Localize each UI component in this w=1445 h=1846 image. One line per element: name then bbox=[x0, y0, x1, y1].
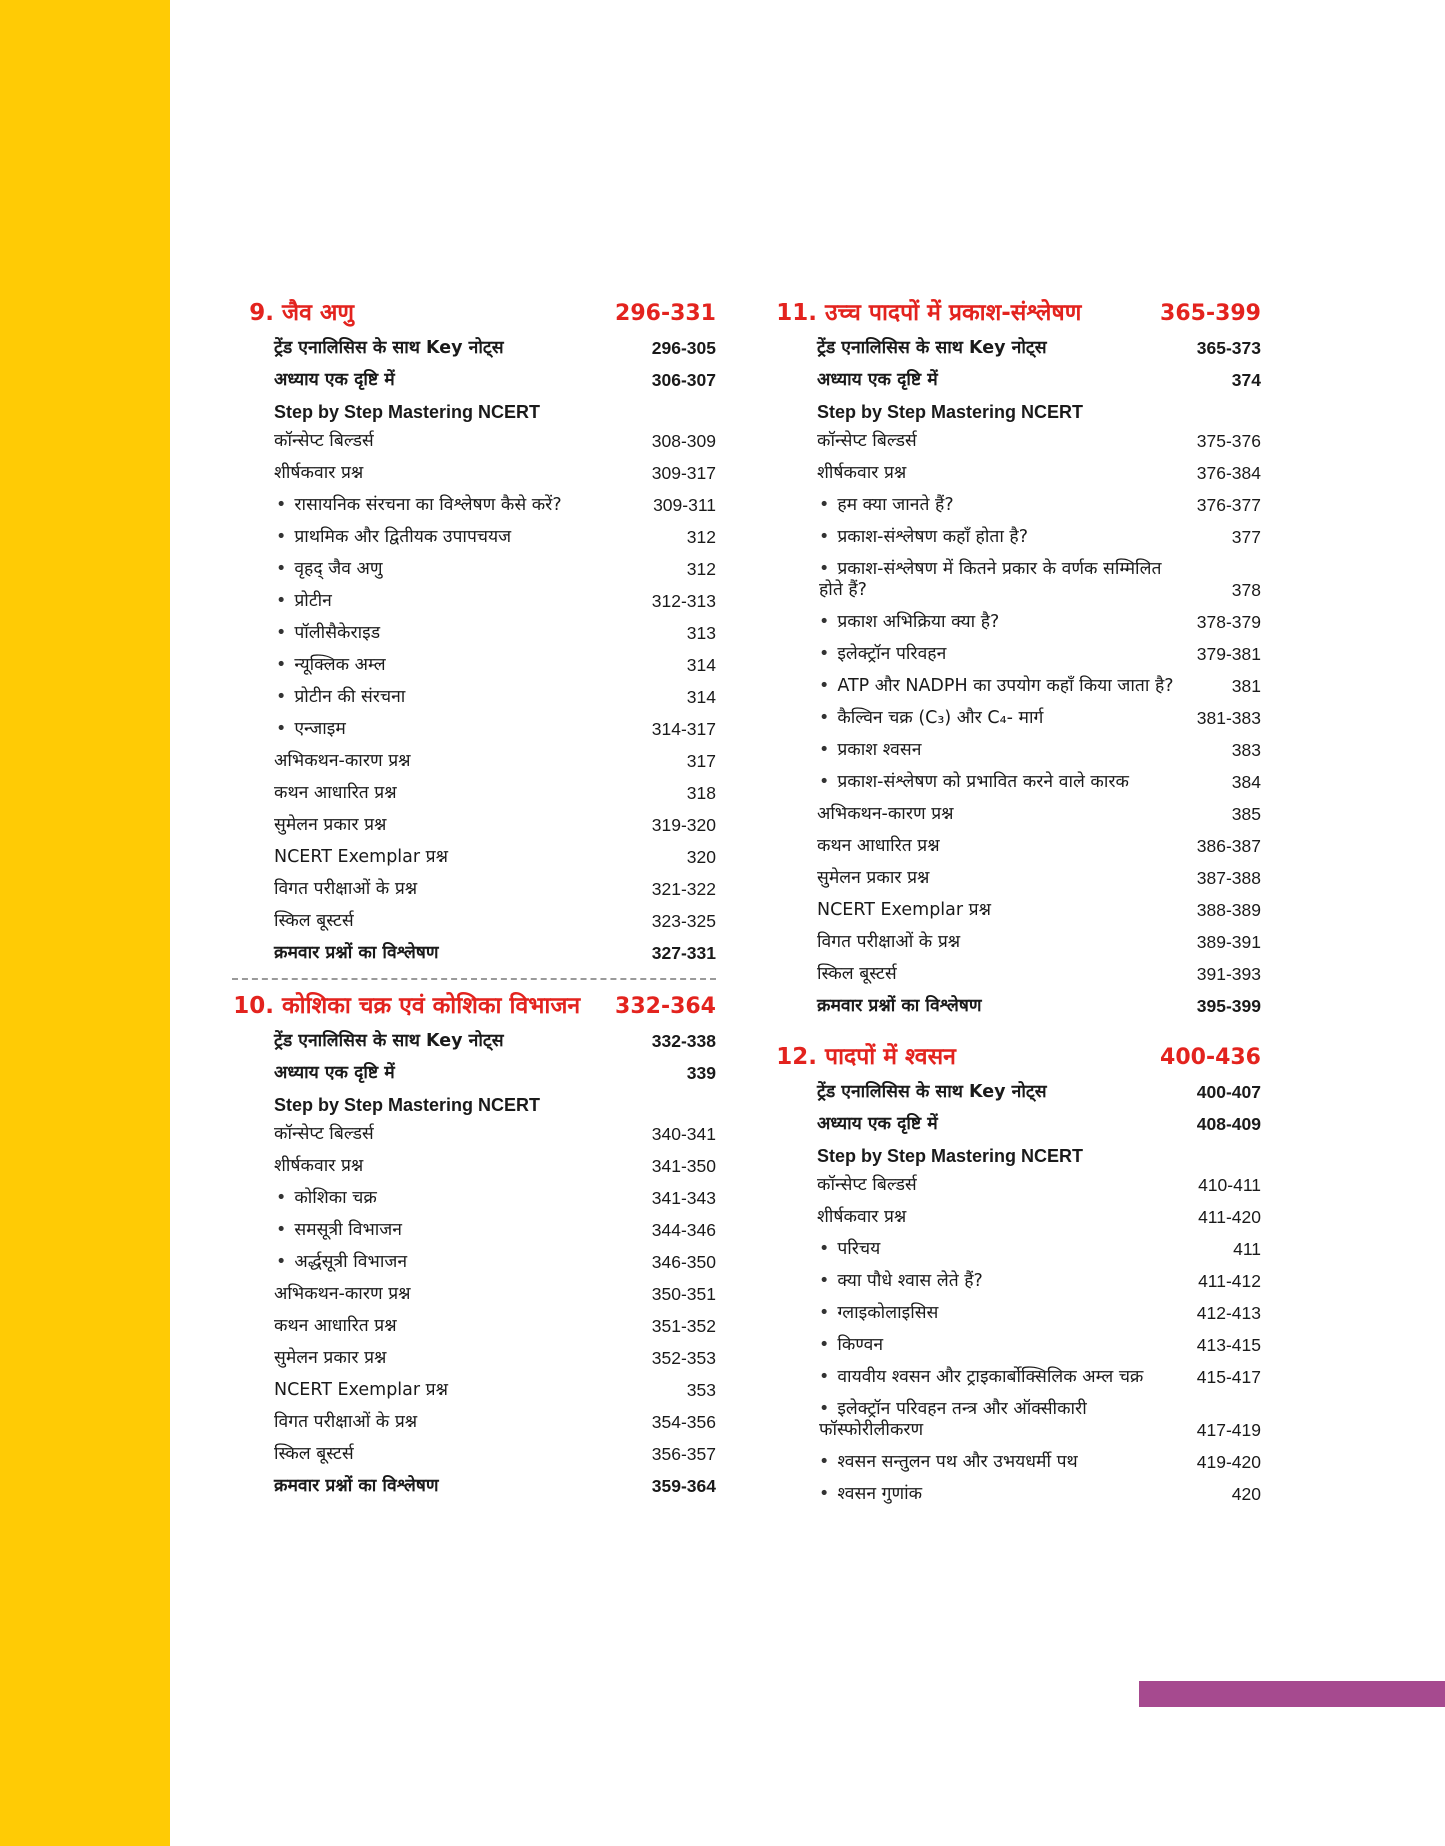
entry-page: 354-356 bbox=[651, 1412, 716, 1432]
entry-page: 321-322 bbox=[651, 879, 716, 899]
entry-page: 350-351 bbox=[651, 1284, 716, 1304]
chapter-number: 10. bbox=[233, 993, 274, 1019]
entry-page: 351-352 bbox=[651, 1316, 716, 1336]
entry-label: Step by Step Mastering NCERT bbox=[817, 1146, 1084, 1166]
entry-page: 410-411 bbox=[1198, 1175, 1261, 1195]
toc-entry[interactable] bbox=[274, 1471, 716, 1503]
entry-label: अभिकथन-कारण प्रश्न bbox=[817, 804, 954, 824]
entry-label: शीर्षकवार प्रश्न bbox=[274, 1156, 364, 1176]
chapter-title-group bbox=[232, 986, 580, 1026]
chapter-heading[interactable] bbox=[775, 293, 1261, 333]
entry-label: क्रमवार प्रश्नों का विश्लेषण bbox=[274, 943, 439, 963]
entry-label: • इलेक्ट्रॉन परिवहन bbox=[817, 644, 946, 665]
chapter-number: 9. bbox=[249, 300, 274, 326]
entry-page: 312 bbox=[686, 559, 716, 579]
entry-page: 379-381 bbox=[1196, 644, 1261, 664]
entry-label: अभिकथन-कारण प्रश्न bbox=[274, 1284, 411, 1304]
toc-entry[interactable] bbox=[817, 1077, 1261, 1109]
entry-page: 391-393 bbox=[1196, 964, 1261, 984]
entry-label: • हम क्या जानते हैं? bbox=[817, 495, 954, 516]
entry-label: शीर्षकवार प्रश्न bbox=[817, 1207, 907, 1227]
entry-page: 323-325 bbox=[651, 911, 716, 931]
entry-page: 309-311 bbox=[653, 495, 716, 515]
entry-label: सुमेलन प्रकार प्रश्न bbox=[817, 868, 930, 888]
entry-page: 340-341 bbox=[651, 1124, 716, 1144]
entry-label: अध्याय एक दृष्टि में bbox=[817, 1114, 938, 1134]
entry-label: ट्रेंड एनालिसिस के साथ Key नोट्स bbox=[274, 338, 504, 358]
chapter-number: 11. bbox=[776, 300, 817, 326]
toc-subtopic-entry[interactable] bbox=[817, 1330, 1261, 1362]
toc-entry[interactable] bbox=[817, 831, 1261, 863]
toc-subtopic-entry[interactable] bbox=[274, 586, 716, 618]
toc-section-heading bbox=[274, 397, 716, 426]
toc-subtopic-entry[interactable] bbox=[817, 639, 1261, 671]
entry-label: सुमेलन प्रकार प्रश्न bbox=[274, 815, 387, 835]
entry-page: 317 bbox=[686, 751, 716, 771]
chapter-title-group bbox=[775, 293, 1081, 333]
entry-label: • प्रकाश-संश्लेषण कहाँ होता है? bbox=[817, 527, 1028, 548]
entry-label: • ग्लाइकोलाइसिस bbox=[817, 1303, 938, 1324]
chapter-block bbox=[232, 986, 716, 1503]
toc-subtopic-entry[interactable] bbox=[274, 714, 716, 746]
chapter-heading[interactable] bbox=[775, 1037, 1261, 1077]
chapter-title: जैव अणु bbox=[282, 300, 355, 326]
toc-entry[interactable] bbox=[274, 1058, 716, 1090]
entry-label: NCERT Exemplar प्रश्न bbox=[817, 900, 991, 920]
entry-page: 376-377 bbox=[1196, 495, 1261, 515]
toc-subtopic-entry[interactable] bbox=[274, 490, 716, 522]
entry-page: 419-420 bbox=[1196, 1452, 1261, 1472]
entry-page: 313 bbox=[686, 623, 716, 643]
entry-label: • वायवीय श्वसन और ट्राइकार्बोक्सिलिक अम्ल चक्र bbox=[817, 1367, 1143, 1388]
entry-label: • क्या पौधे श्वास लेते हैं? bbox=[817, 1271, 983, 1292]
toc-entry[interactable] bbox=[817, 895, 1261, 927]
entry-page: 365-373 bbox=[1196, 338, 1261, 358]
chapter-title-group bbox=[232, 293, 354, 333]
entry-page: 318 bbox=[686, 783, 716, 803]
entry-page: 320 bbox=[686, 847, 716, 867]
entry-page: 314 bbox=[686, 655, 716, 675]
entry-label: • कैल्विन चक्र (C₃) और C₄- मार्ग bbox=[817, 708, 1043, 729]
toc-subtopic-entry[interactable] bbox=[817, 671, 1261, 703]
toc-subtopic-entry[interactable] bbox=[817, 554, 1261, 607]
entry-label: • प्रकाश अभिक्रिया क्या है? bbox=[817, 612, 999, 633]
entry-label: कॉन्सेप्ट बिल्डर्स bbox=[274, 431, 374, 451]
entry-page: 415-417 bbox=[1196, 1367, 1261, 1387]
entry-label: कथन आधारित प्रश्न bbox=[274, 783, 397, 803]
toc-entry[interactable] bbox=[274, 778, 716, 810]
entry-label: • कोशिका चक्र bbox=[274, 1188, 377, 1209]
entry-label: • प्राथमिक और द्वितीयक उपापचयज bbox=[274, 527, 511, 548]
entry-label: विगत परीक्षाओं के प्रश्न bbox=[817, 932, 961, 952]
toc-entry[interactable] bbox=[817, 333, 1261, 365]
toc-subtopic-entry[interactable] bbox=[274, 1183, 716, 1215]
entry-page: 381-383 bbox=[1196, 708, 1261, 728]
toc-entry[interactable] bbox=[274, 842, 716, 874]
entry-page: 309-317 bbox=[651, 463, 716, 483]
entry-label: Step by Step Mastering NCERT bbox=[817, 402, 1084, 422]
entry-page: 319-320 bbox=[651, 815, 716, 835]
entry-label: स्किल बूस्टर्स bbox=[274, 1444, 354, 1464]
toc-entry[interactable] bbox=[817, 1202, 1261, 1234]
entry-label: • प्रकाश श्वसन bbox=[817, 740, 921, 761]
chapter-block bbox=[232, 293, 716, 970]
toc-entry[interactable] bbox=[274, 1026, 716, 1058]
chapter-block bbox=[775, 293, 1261, 1023]
entry-label: • श्वसन गुणांक bbox=[817, 1484, 922, 1505]
entry-page: 417-419 bbox=[1196, 1420, 1261, 1440]
toc-entry[interactable] bbox=[274, 874, 716, 906]
toc-entry[interactable] bbox=[274, 458, 716, 490]
toc-entry[interactable] bbox=[817, 959, 1261, 991]
entry-label: कॉन्सेप्ट बिल्डर्स bbox=[817, 431, 917, 451]
entry-label: विगत परीक्षाओं के प्रश्न bbox=[274, 879, 418, 899]
toc-entry[interactable] bbox=[274, 426, 716, 458]
toc-subtopic-entry[interactable] bbox=[817, 1234, 1261, 1266]
toc-entry[interactable] bbox=[817, 927, 1261, 959]
entry-label: • अर्द्धसूत्री विभाजन bbox=[274, 1252, 407, 1273]
toc-subtopic-entry[interactable] bbox=[274, 1215, 716, 1247]
entry-label: अध्याय एक दृष्टि में bbox=[274, 370, 395, 390]
toc-subtopic-entry[interactable] bbox=[817, 735, 1261, 767]
entry-label: स्किल बूस्टर्स bbox=[817, 964, 897, 984]
toc-subtopic-entry[interactable] bbox=[817, 607, 1261, 639]
entry-label: • किण्वन bbox=[817, 1335, 883, 1356]
entry-label: अभिकथन-कारण प्रश्न bbox=[274, 751, 411, 771]
toc-subtopic-entry[interactable] bbox=[274, 682, 716, 714]
toc-entry[interactable] bbox=[274, 1279, 716, 1311]
entry-page: 386-387 bbox=[1196, 836, 1261, 856]
entry-label: ट्रेंड एनालिसिस के साथ Key नोट्स bbox=[274, 1031, 504, 1051]
entry-label: • प्रकाश-संश्लेषण को प्रभावित करने वाले कारक bbox=[817, 772, 1129, 793]
toc-entry[interactable] bbox=[274, 333, 716, 365]
entry-page: 359-364 bbox=[651, 1476, 716, 1496]
entry-label: • न्यूक्लिक अम्ल bbox=[274, 655, 386, 676]
toc-entry[interactable] bbox=[817, 1109, 1261, 1141]
entry-page: 374 bbox=[1231, 370, 1261, 390]
yellow-side-bar bbox=[0, 0, 170, 1846]
entry-label: कॉन्सेप्ट बिल्डर्स bbox=[817, 1175, 917, 1195]
entry-label: • प्रकाश-संश्लेषण में कितने प्रकार के वर्णक सम्मिलित होते हैं? bbox=[817, 559, 1167, 601]
entry-label: विगत परीक्षाओं के प्रश्न bbox=[274, 1412, 418, 1432]
toc-section-heading bbox=[274, 1090, 716, 1119]
entry-page: 332-338 bbox=[651, 1031, 716, 1051]
entry-page: 314 bbox=[686, 687, 716, 707]
toc-subtopic-entry[interactable] bbox=[274, 554, 716, 586]
chapter-page-range: 400-436 bbox=[1160, 1045, 1261, 1070]
entry-label: शीर्षकवार प्रश्न bbox=[274, 463, 364, 483]
toc-entry[interactable] bbox=[817, 799, 1261, 831]
entry-page: 384 bbox=[1231, 772, 1261, 792]
toc-subtopic-entry[interactable] bbox=[817, 1266, 1261, 1298]
entry-page: 388-389 bbox=[1196, 900, 1261, 920]
entry-page: 312 bbox=[686, 527, 716, 547]
chapter-title: पादपों में श्वसन bbox=[825, 1044, 956, 1070]
entry-label: ट्रेंड एनालिसिस के साथ Key नोट्स bbox=[817, 338, 1047, 358]
toc-subtopic-entry[interactable] bbox=[817, 1479, 1261, 1511]
entry-label: • श्वसन सन्तुलन पथ और उभयधर्मी पथ bbox=[817, 1452, 1078, 1473]
purple-accent-bar bbox=[1139, 1681, 1445, 1707]
entry-page: 385 bbox=[1231, 804, 1261, 824]
chapter-title-group bbox=[775, 1037, 956, 1077]
entry-label: शीर्षकवार प्रश्न bbox=[817, 463, 907, 483]
toc-entry[interactable] bbox=[274, 1375, 716, 1407]
entry-label: कथन आधारित प्रश्न bbox=[274, 1316, 397, 1336]
toc-entry[interactable] bbox=[817, 365, 1261, 397]
entry-page: 378 bbox=[1231, 580, 1261, 600]
entry-label: क्रमवार प्रश्नों का विश्लेषण bbox=[817, 996, 982, 1016]
entry-page: 389-391 bbox=[1196, 932, 1261, 952]
entry-page: 356-357 bbox=[651, 1444, 716, 1464]
entry-page: 341-350 bbox=[651, 1156, 716, 1176]
toc-section-heading bbox=[817, 1141, 1261, 1170]
toc-entry[interactable] bbox=[274, 746, 716, 778]
toc-subtopic-entry[interactable] bbox=[817, 1394, 1261, 1447]
entry-label: • प्रोटीन की संरचना bbox=[274, 687, 405, 708]
toc-entry[interactable] bbox=[274, 1343, 716, 1375]
toc-column-left bbox=[232, 293, 716, 1507]
entry-label: अध्याय एक दृष्टि में bbox=[274, 1063, 395, 1083]
entry-page: 376-384 bbox=[1196, 463, 1261, 483]
chapter-heading[interactable] bbox=[232, 986, 716, 1026]
toc-entry[interactable] bbox=[274, 938, 716, 970]
toc-subtopic-entry[interactable] bbox=[274, 650, 716, 682]
toc-entry[interactable] bbox=[817, 863, 1261, 895]
entry-page: 387-388 bbox=[1196, 868, 1261, 888]
entry-label: • प्रोटीन bbox=[274, 591, 332, 612]
toc-entry[interactable] bbox=[817, 1170, 1261, 1202]
entry-label: • ATP और NADPH का उपयोग कहाँ किया जाता है? bbox=[817, 676, 1174, 697]
toc-subtopic-entry[interactable] bbox=[817, 703, 1261, 735]
entry-page: 327-331 bbox=[651, 943, 716, 963]
entry-page: 352-353 bbox=[651, 1348, 716, 1368]
entry-label: Step by Step Mastering NCERT bbox=[274, 1095, 541, 1115]
entry-page: 312-313 bbox=[651, 591, 716, 611]
entry-page: 346-350 bbox=[651, 1252, 716, 1272]
toc-entry[interactable] bbox=[274, 1407, 716, 1439]
entry-page: 411-420 bbox=[1198, 1207, 1261, 1227]
toc-subtopic-entry[interactable] bbox=[817, 1362, 1261, 1394]
toc-subtopic-entry[interactable] bbox=[817, 490, 1261, 522]
toc-section-heading bbox=[817, 397, 1261, 426]
toc-subtopic-entry[interactable] bbox=[817, 767, 1261, 799]
entry-label: अध्याय एक दृष्टि में bbox=[817, 370, 938, 390]
entry-label: • पॉलीसैकेराइड bbox=[274, 623, 380, 644]
toc-entry[interactable] bbox=[274, 810, 716, 842]
toc-entry[interactable] bbox=[817, 991, 1261, 1023]
entry-page: 339 bbox=[686, 1063, 716, 1083]
toc-subtopic-entry[interactable] bbox=[817, 522, 1261, 554]
entry-page: 381 bbox=[1231, 676, 1261, 696]
entry-page: 375-376 bbox=[1196, 431, 1261, 451]
entry-page: 308-309 bbox=[651, 431, 716, 451]
entry-page: 378-379 bbox=[1196, 612, 1261, 632]
entry-page: 377 bbox=[1231, 527, 1261, 547]
chapter-number: 12. bbox=[776, 1044, 817, 1070]
toc-entry[interactable] bbox=[274, 1311, 716, 1343]
toc-column-right bbox=[775, 293, 1261, 1515]
chapter-block bbox=[775, 1037, 1261, 1511]
chapter-page-range: 296-331 bbox=[615, 301, 716, 326]
toc-entry[interactable] bbox=[274, 906, 716, 938]
toc-entry[interactable] bbox=[274, 1151, 716, 1183]
entry-page: 306-307 bbox=[651, 370, 716, 390]
chapter-title: उच्च पादपों में प्रकाश-संश्लेषण bbox=[825, 300, 1082, 326]
toc-entry[interactable] bbox=[274, 365, 716, 397]
entry-page: 341-343 bbox=[651, 1188, 716, 1208]
chapter-title: कोशिका चक्र एवं कोशिका विभाजन bbox=[282, 993, 581, 1019]
entry-label: • एन्जाइम bbox=[274, 719, 346, 740]
entry-page: 344-346 bbox=[651, 1220, 716, 1240]
chapter-page-range: 332-364 bbox=[615, 994, 716, 1019]
entry-label: NCERT Exemplar प्रश्न bbox=[274, 1380, 448, 1400]
entry-page: 408-409 bbox=[1196, 1114, 1261, 1134]
toc-subtopic-entry[interactable] bbox=[274, 618, 716, 650]
entry-page: 411-412 bbox=[1198, 1271, 1261, 1291]
toc-entry[interactable] bbox=[274, 1439, 716, 1471]
entry-label: • इलेक्ट्रॉन परिवहन तन्त्र और ऑक्सीकारी फॉस्फोरीलीकरण bbox=[817, 1399, 1167, 1441]
entry-page: 411 bbox=[1233, 1239, 1261, 1259]
entry-page: 412-413 bbox=[1196, 1303, 1261, 1323]
toc-subtopic-entry[interactable] bbox=[817, 1298, 1261, 1330]
entry-label: क्रमवार प्रश्नों का विश्लेषण bbox=[274, 1476, 439, 1496]
toc-subtopic-entry[interactable] bbox=[274, 522, 716, 554]
chapter-divider bbox=[232, 978, 716, 980]
entry-label: कथन आधारित प्रश्न bbox=[817, 836, 940, 856]
entry-label: • परिचय bbox=[817, 1239, 880, 1260]
entry-page: 314-317 bbox=[651, 719, 716, 739]
entry-label: • समसूत्री विभाजन bbox=[274, 1220, 402, 1241]
entry-label: • रासायनिक संरचना का विश्लेषण कैसे करें? bbox=[274, 495, 562, 516]
entry-label: स्किल बूस्टर्स bbox=[274, 911, 354, 931]
entry-page: 395-399 bbox=[1196, 996, 1261, 1016]
entry-label: कॉन्सेप्ट बिल्डर्स bbox=[274, 1124, 374, 1144]
entry-page: 383 bbox=[1231, 740, 1261, 760]
entry-label: Step by Step Mastering NCERT bbox=[274, 402, 541, 422]
toc-entry[interactable] bbox=[274, 1119, 716, 1151]
chapter-heading[interactable] bbox=[232, 293, 716, 333]
toc-entry[interactable] bbox=[817, 458, 1261, 490]
entry-label: सुमेलन प्रकार प्रश्न bbox=[274, 1348, 387, 1368]
entry-page: 400-407 bbox=[1196, 1082, 1261, 1102]
entry-label: NCERT Exemplar प्रश्न bbox=[274, 847, 448, 867]
entry-page: 420 bbox=[1231, 1484, 1261, 1504]
entry-label: • वृहद् जैव अणु bbox=[274, 559, 383, 580]
entry-page: 353 bbox=[686, 1380, 716, 1400]
chapter-page-range: 365-399 bbox=[1160, 301, 1261, 326]
entry-label: ट्रेंड एनालिसिस के साथ Key नोट्स bbox=[817, 1082, 1047, 1102]
entry-page: 296-305 bbox=[651, 338, 716, 358]
toc-entry[interactable] bbox=[817, 426, 1261, 458]
entry-page: 413-415 bbox=[1196, 1335, 1261, 1355]
toc-subtopic-entry[interactable] bbox=[817, 1447, 1261, 1479]
toc-subtopic-entry[interactable] bbox=[274, 1247, 716, 1279]
